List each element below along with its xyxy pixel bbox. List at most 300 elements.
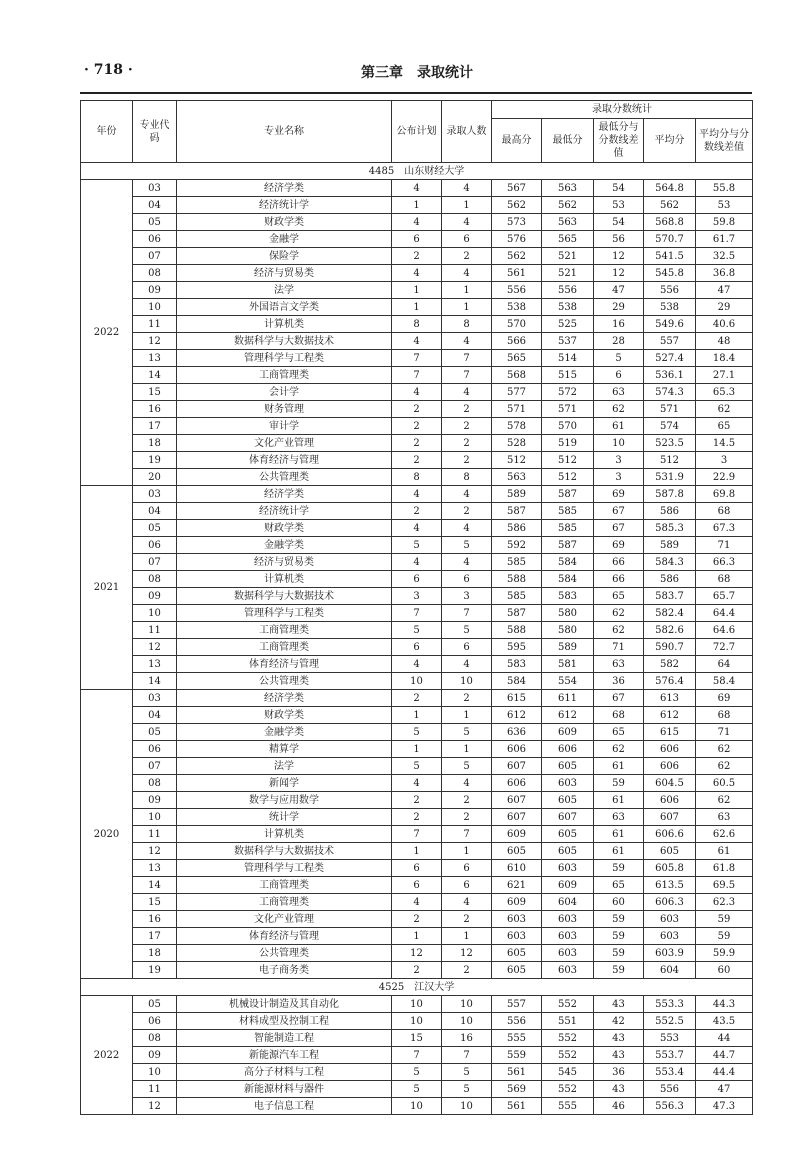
table-row xyxy=(81,180,753,197)
table-row xyxy=(81,299,753,316)
table-cell: 工商管理类 xyxy=(177,622,392,639)
table-cell: 525 xyxy=(542,316,594,333)
table-cell: 519 xyxy=(542,435,594,452)
table-cell: 数据科学与大数据技术 xyxy=(177,843,392,860)
table-cell: 5 xyxy=(442,1064,492,1081)
table-cell: 12 xyxy=(133,843,177,860)
table-cell: 7 xyxy=(392,826,442,843)
table-cell: 3 xyxy=(594,452,644,469)
table-cell: 605 xyxy=(492,962,542,979)
table-row xyxy=(81,622,753,639)
table-row xyxy=(81,1064,753,1081)
table-cell: 09 xyxy=(133,792,177,809)
table-cell: 金融学类 xyxy=(177,537,392,554)
school-row xyxy=(81,163,753,180)
table-cell: 69 xyxy=(696,690,753,707)
table-cell: 19 xyxy=(133,452,177,469)
table-cell: 2 xyxy=(442,911,492,928)
table-cell: 604 xyxy=(542,894,594,911)
table-cell: 新闻学 xyxy=(177,775,392,792)
table-cell: 5 xyxy=(392,537,442,554)
table-cell: 5 xyxy=(392,1081,442,1098)
table-cell: 36.8 xyxy=(696,265,753,282)
table-cell: 新能源汽车工程 xyxy=(177,1047,392,1064)
table-cell: 1 xyxy=(442,741,492,758)
table-cell: 1 xyxy=(392,707,442,724)
table-row xyxy=(81,962,753,979)
table-cell: 03 xyxy=(133,180,177,197)
table-cell: 53 xyxy=(594,197,644,214)
table-cell: 63 xyxy=(594,809,644,826)
table-cell: 71 xyxy=(594,639,644,656)
table-cell: 32.5 xyxy=(696,248,753,265)
table-cell: 高分子材料与工程 xyxy=(177,1064,392,1081)
table-cell: 603 xyxy=(542,860,594,877)
table-cell: 7 xyxy=(442,605,492,622)
table-cell: 588 xyxy=(492,622,542,639)
table-cell: 05 xyxy=(133,724,177,741)
table-cell: 36 xyxy=(594,673,644,690)
table-cell: 8 xyxy=(392,469,442,486)
table-cell: 统计学 xyxy=(177,809,392,826)
table-cell: 587 xyxy=(542,537,594,554)
table-cell: 5 xyxy=(442,758,492,775)
table-cell: 66 xyxy=(594,554,644,571)
table-cell: 589 xyxy=(492,486,542,503)
table-row xyxy=(81,231,753,248)
table-cell: 554 xyxy=(542,673,594,690)
table-row xyxy=(81,639,753,656)
table-cell: 584 xyxy=(492,673,542,690)
table-cell: 69 xyxy=(594,537,644,554)
table-cell: 574 xyxy=(644,418,696,435)
table-row xyxy=(81,690,753,707)
table-cell: 586 xyxy=(644,503,696,520)
table-cell: 07 xyxy=(133,554,177,571)
school-name: 4485 山东财经大学 xyxy=(81,163,753,180)
table-cell: 59 xyxy=(594,860,644,877)
table-cell: 589 xyxy=(644,537,696,554)
table-cell: 5 xyxy=(392,1064,442,1081)
table-cell: 2 xyxy=(392,911,442,928)
table-cell: 553.7 xyxy=(644,1047,696,1064)
table-cell: 555 xyxy=(492,1030,542,1047)
table-cell: 64 xyxy=(696,656,753,673)
table-cell: 03 xyxy=(133,486,177,503)
table-cell: 612 xyxy=(492,707,542,724)
table-cell: 62 xyxy=(696,792,753,809)
table-cell: 607 xyxy=(644,809,696,826)
table-cell: 512 xyxy=(492,452,542,469)
table-cell: 1 xyxy=(392,282,442,299)
header-rule xyxy=(80,92,752,94)
table-cell: 585 xyxy=(492,554,542,571)
table-cell: 06 xyxy=(133,231,177,248)
table-cell: 10 xyxy=(392,673,442,690)
table-row xyxy=(81,1013,753,1030)
table-cell: 571 xyxy=(492,401,542,418)
table-cell: 62.3 xyxy=(696,894,753,911)
table-cell: 585 xyxy=(542,520,594,537)
table-cell: 68 xyxy=(696,503,753,520)
table-cell: 1 xyxy=(392,299,442,316)
table-cell: 15 xyxy=(133,384,177,401)
table-cell: 564.8 xyxy=(644,180,696,197)
header-stats: 录取分数统计 xyxy=(492,101,753,119)
table-row xyxy=(81,860,753,877)
table-cell: 电子信息工程 xyxy=(177,1098,392,1115)
school-row xyxy=(81,979,753,996)
table-cell: 536.1 xyxy=(644,367,696,384)
table-cell: 04 xyxy=(133,197,177,214)
table-cell: 法学 xyxy=(177,758,392,775)
table-cell: 67.3 xyxy=(696,520,753,537)
table-cell: 62 xyxy=(696,758,753,775)
table-cell: 605.8 xyxy=(644,860,696,877)
table-cell: 5 xyxy=(442,724,492,741)
table-cell: 69 xyxy=(594,486,644,503)
table-cell: 4 xyxy=(392,656,442,673)
table-cell: 19 xyxy=(133,962,177,979)
table-cell: 经济学类 xyxy=(177,690,392,707)
table-cell: 公共管理类 xyxy=(177,673,392,690)
table-cell: 4 xyxy=(392,214,442,231)
table-cell: 11 xyxy=(133,622,177,639)
table-cell: 606.3 xyxy=(644,894,696,911)
table-cell: 3 xyxy=(392,588,442,605)
table-cell: 585 xyxy=(492,588,542,605)
table-cell: 09 xyxy=(133,588,177,605)
table-cell: 570 xyxy=(492,316,542,333)
table-cell: 68 xyxy=(696,571,753,588)
table-cell: 数据科学与大数据技术 xyxy=(177,333,392,350)
table-cell: 605 xyxy=(492,843,542,860)
table-cell: 53 xyxy=(696,197,753,214)
table-row xyxy=(81,724,753,741)
table-cell: 15 xyxy=(133,894,177,911)
table-row xyxy=(81,214,753,231)
table-cell: 555 xyxy=(542,1098,594,1115)
table-cell: 43 xyxy=(594,996,644,1013)
table-cell: 607 xyxy=(492,792,542,809)
table-cell: 586 xyxy=(492,520,542,537)
table-cell: 612 xyxy=(644,707,696,724)
table-cell: 2 xyxy=(392,792,442,809)
table-cell: 63 xyxy=(594,384,644,401)
table-cell: 5 xyxy=(442,1081,492,1098)
table-cell: 4 xyxy=(442,486,492,503)
table-cell: 2 xyxy=(442,248,492,265)
table-cell: 6 xyxy=(392,860,442,877)
table-cell: 582.4 xyxy=(644,605,696,622)
table-cell: 512 xyxy=(542,469,594,486)
table-row xyxy=(81,1047,753,1064)
table-cell: 13 xyxy=(133,656,177,673)
table-cell: 65.3 xyxy=(696,384,753,401)
table-cell: 7 xyxy=(392,605,442,622)
table-cell: 64.6 xyxy=(696,622,753,639)
table-cell: 10 xyxy=(133,299,177,316)
table-cell: 数学与应用数学 xyxy=(177,792,392,809)
table-row xyxy=(81,571,753,588)
table-cell: 561 xyxy=(492,1064,542,1081)
table-cell: 管理科学与工程类 xyxy=(177,860,392,877)
table-cell: 2 xyxy=(442,401,492,418)
table-cell: 528 xyxy=(492,435,542,452)
table-cell: 47.3 xyxy=(696,1098,753,1115)
table-row xyxy=(81,809,753,826)
table-row xyxy=(81,826,753,843)
table-cell: 新能源材料与器件 xyxy=(177,1081,392,1098)
table-cell: 4 xyxy=(392,180,442,197)
table-cell: 10 xyxy=(442,1098,492,1115)
table-cell: 565 xyxy=(492,350,542,367)
table-cell: 565 xyxy=(542,231,594,248)
table-cell: 08 xyxy=(133,571,177,588)
table-cell: 606 xyxy=(492,775,542,792)
table-cell: 549.6 xyxy=(644,316,696,333)
table-cell: 581 xyxy=(542,656,594,673)
table-cell: 工商管理类 xyxy=(177,877,392,894)
table-cell: 590.7 xyxy=(644,639,696,656)
table-cell: 604 xyxy=(644,962,696,979)
table-cell: 62 xyxy=(594,401,644,418)
year-cell: 2022 xyxy=(81,180,133,486)
table-cell: 2 xyxy=(442,809,492,826)
table-cell: 4 xyxy=(442,180,492,197)
table-cell: 570.7 xyxy=(644,231,696,248)
table-cell: 10 xyxy=(594,435,644,452)
table-cell: 512 xyxy=(542,452,594,469)
table-cell: 16 xyxy=(594,316,644,333)
table-cell: 工商管理类 xyxy=(177,894,392,911)
table-cell: 2 xyxy=(442,435,492,452)
table-cell: 电子商务类 xyxy=(177,962,392,979)
table-cell: 585 xyxy=(542,503,594,520)
table-cell: 592 xyxy=(492,537,542,554)
table-cell: 工商管理类 xyxy=(177,639,392,656)
table-cell: 11 xyxy=(133,1081,177,1098)
table-row xyxy=(81,894,753,911)
table-cell: 47 xyxy=(594,282,644,299)
table-cell: 1 xyxy=(392,843,442,860)
table-cell: 61.7 xyxy=(696,231,753,248)
table-row xyxy=(81,707,753,724)
table-cell: 44.4 xyxy=(696,1064,753,1081)
table-cell: 59 xyxy=(594,911,644,928)
table-cell: 10 xyxy=(442,673,492,690)
table-cell: 68 xyxy=(594,707,644,724)
table-cell: 67 xyxy=(594,503,644,520)
table-cell: 4 xyxy=(442,894,492,911)
table-header xyxy=(81,101,753,163)
table-cell: 12 xyxy=(133,1098,177,1115)
table-cell: 61 xyxy=(594,826,644,843)
table-row xyxy=(81,911,753,928)
table-cell: 4 xyxy=(392,486,442,503)
table-cell: 603 xyxy=(542,775,594,792)
table-cell: 605 xyxy=(542,843,594,860)
table-cell: 13 xyxy=(133,350,177,367)
table-cell: 603 xyxy=(492,911,542,928)
table-cell: 数据科学与大数据技术 xyxy=(177,588,392,605)
table-cell: 557 xyxy=(644,333,696,350)
table-cell: 8 xyxy=(442,469,492,486)
table-cell: 22.9 xyxy=(696,469,753,486)
table-cell: 69.8 xyxy=(696,486,753,503)
table-cell: 4 xyxy=(392,333,442,350)
table-cell: 6 xyxy=(442,860,492,877)
table-cell: 62 xyxy=(594,741,644,758)
table-cell: 512 xyxy=(644,452,696,469)
table-cell: 603 xyxy=(542,945,594,962)
table-cell: 6 xyxy=(442,877,492,894)
table-cell: 10 xyxy=(392,1098,442,1115)
table-cell: 2 xyxy=(442,452,492,469)
table-cell: 66 xyxy=(594,571,644,588)
table-cell: 7 xyxy=(392,1047,442,1064)
table-cell: 61.8 xyxy=(696,860,753,877)
table-cell: 4 xyxy=(392,265,442,282)
table-cell: 2 xyxy=(442,792,492,809)
table-cell: 5 xyxy=(594,350,644,367)
table-cell: 12 xyxy=(594,265,644,282)
table-row xyxy=(81,384,753,401)
table-cell: 44.7 xyxy=(696,1047,753,1064)
table-row xyxy=(81,469,753,486)
table-cell: 64.4 xyxy=(696,605,753,622)
table-cell: 08 xyxy=(133,775,177,792)
table-cell: 42 xyxy=(594,1013,644,1030)
table-cell: 03 xyxy=(133,690,177,707)
table-cell: 521 xyxy=(542,265,594,282)
table-cell: 2 xyxy=(442,503,492,520)
table-cell: 47 xyxy=(696,1081,753,1098)
table-row xyxy=(81,265,753,282)
table-row xyxy=(81,588,753,605)
year-cell: 2021 xyxy=(81,486,133,690)
table-cell: 4 xyxy=(392,384,442,401)
table-cell: 60 xyxy=(594,894,644,911)
table-cell: 576.4 xyxy=(644,673,696,690)
table-cell: 59 xyxy=(594,962,644,979)
table-cell: 1 xyxy=(392,197,442,214)
table-cell: 06 xyxy=(133,1013,177,1030)
table-cell: 5 xyxy=(442,622,492,639)
table-cell: 552 xyxy=(542,1081,594,1098)
table-cell: 578 xyxy=(492,418,542,435)
table-row xyxy=(81,537,753,554)
table-cell: 4 xyxy=(442,520,492,537)
table-cell: 计算机类 xyxy=(177,571,392,588)
table-cell: 615 xyxy=(492,690,542,707)
table-row xyxy=(81,877,753,894)
table-row xyxy=(81,656,753,673)
table-cell: 605 xyxy=(644,843,696,860)
table-cell: 文化产业管理 xyxy=(177,435,392,452)
table-cell: 562 xyxy=(492,248,542,265)
header-avg: 平均分 xyxy=(644,119,696,163)
table-cell: 71 xyxy=(696,537,753,554)
table-cell: 外国语言文学类 xyxy=(177,299,392,316)
table-cell: 07 xyxy=(133,248,177,265)
table-cell: 16 xyxy=(133,911,177,928)
table-cell: 587 xyxy=(492,503,542,520)
table-cell: 1 xyxy=(442,197,492,214)
table-cell: 27.1 xyxy=(696,367,753,384)
table-cell: 智能制造工程 xyxy=(177,1030,392,1047)
table-row xyxy=(81,350,753,367)
table-cell: 605 xyxy=(542,826,594,843)
table-cell: 603 xyxy=(542,911,594,928)
table-cell: 机械设计制造及其自动化 xyxy=(177,996,392,1013)
table-cell: 563 xyxy=(542,214,594,231)
table-cell: 保险学 xyxy=(177,248,392,265)
table-cell: 财政学类 xyxy=(177,214,392,231)
table-cell: 10 xyxy=(133,809,177,826)
table-cell: 4 xyxy=(392,554,442,571)
table-cell: 体育经济与管理 xyxy=(177,452,392,469)
table-cell: 18 xyxy=(133,435,177,452)
table-cell: 567 xyxy=(492,180,542,197)
table-cell: 514 xyxy=(542,350,594,367)
table-cell: 2 xyxy=(392,503,442,520)
table-cell: 603.9 xyxy=(644,945,696,962)
year-cell: 2022 xyxy=(81,996,133,1115)
chapter-title: 第三章 录取统计 xyxy=(361,65,473,81)
table-cell: 4 xyxy=(442,775,492,792)
table-cell: 管理科学与工程类 xyxy=(177,350,392,367)
table-cell: 606 xyxy=(492,741,542,758)
table-cell: 11 xyxy=(133,316,177,333)
table-cell: 607 xyxy=(542,809,594,826)
header-min-diff: 最低分与分数线差值 xyxy=(594,119,644,163)
table-cell: 67 xyxy=(594,520,644,537)
table-cell: 521 xyxy=(542,248,594,265)
table-cell: 43.5 xyxy=(696,1013,753,1030)
table-cell: 3 xyxy=(696,452,753,469)
table-row xyxy=(81,333,753,350)
table-cell: 10 xyxy=(392,1013,442,1030)
table-cell: 2 xyxy=(392,248,442,265)
table-cell: 59.9 xyxy=(696,945,753,962)
table-row xyxy=(81,792,753,809)
table-cell: 公共管理类 xyxy=(177,945,392,962)
table-cell: 6 xyxy=(392,571,442,588)
table-cell: 12 xyxy=(594,248,644,265)
table-cell: 15 xyxy=(392,1030,442,1047)
table-cell: 06 xyxy=(133,537,177,554)
table-cell: 43 xyxy=(594,1030,644,1047)
table-cell: 43 xyxy=(594,1047,644,1064)
table-cell: 财政学类 xyxy=(177,520,392,537)
table-cell: 44.3 xyxy=(696,996,753,1013)
table-cell: 552.5 xyxy=(644,1013,696,1030)
table-cell: 568 xyxy=(492,367,542,384)
table-cell: 63 xyxy=(594,656,644,673)
table-cell: 587 xyxy=(492,605,542,622)
header-avg-diff: 平均分与分数线差值 xyxy=(696,119,753,163)
table-cell: 559 xyxy=(492,1047,542,1064)
table-cell: 609 xyxy=(492,826,542,843)
table-cell: 05 xyxy=(133,996,177,1013)
table-cell: 法学 xyxy=(177,282,392,299)
table-cell: 569 xyxy=(492,1081,542,1098)
table-cell: 10 xyxy=(133,1064,177,1081)
table-cell: 13 xyxy=(133,860,177,877)
table-cell: 570 xyxy=(542,418,594,435)
table-cell: 556 xyxy=(492,282,542,299)
